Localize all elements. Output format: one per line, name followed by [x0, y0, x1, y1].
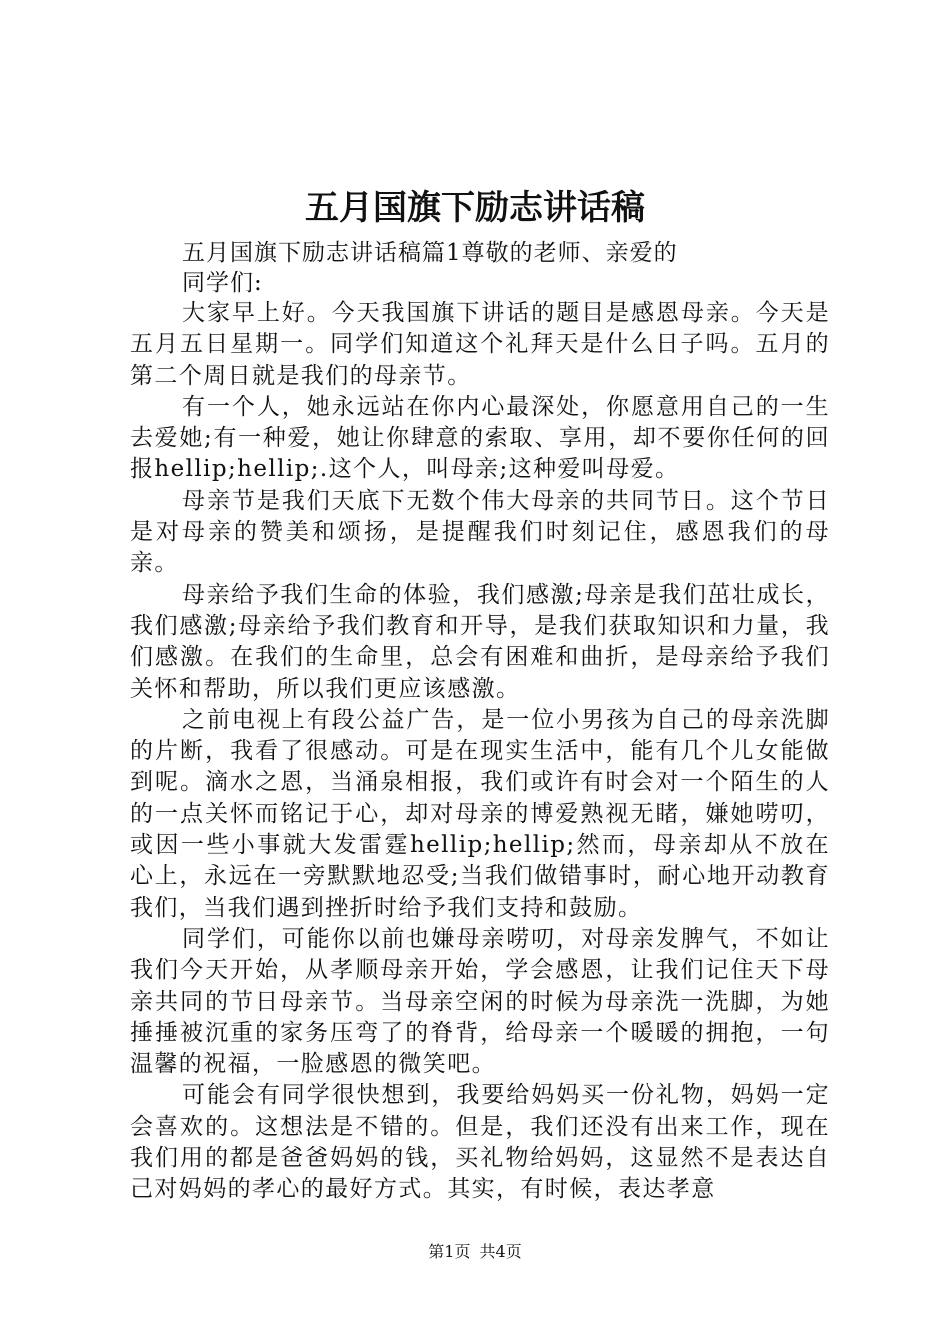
intro-line-1: 五月国旗下励志讲话稿篇1尊敬的老师、亲爱的 — [182, 240, 678, 266]
page-footer: 第1页 共4页 — [428, 1242, 522, 1261]
paragraph: 大家早上好。今天我国旗下讲话的题目是感恩母亲。今天是五月五日星期一。同学们知道这个礼拜天是什么日子吗。五月的第二个周日就是我们的母亲节。 — [130, 300, 830, 389]
paragraph: 可能会有同学很快想到，我要给妈妈买一份礼物，妈妈一定会喜欢的。这想法是不错的。但是，我们还没有出来工作，现在我们用的都是爸爸妈妈的钱，买礼物给妈妈，这显然不是表达自己对妈妈的孝心的最好方式。其实，有时候，表达孝意 — [130, 1082, 830, 1203]
paragraph: 母亲节是我们天底下无数个伟大母亲的共同节日。这个节日是对母亲的赞美和颂扬，是提醒我们时刻记住，感恩我们的母亲。 — [130, 487, 830, 577]
paragraph: 有一个人，她永远站在你内心最深处，你愿意用自己的一生去爱她;有一种爱，她让你肆意的索取、享用，却不要你任何的回报hellip;hellip;.这个人，叫母亲;这种爱叫母爱。 — [130, 393, 830, 483]
paragraph: 同学们，可能你以前也嫌母亲唠叨，对母亲发脾气，不如让我们今天开始，从孝顺母亲开始，学会感恩，让我们记住天下母亲共同的节日母亲节。当母亲空闲的时候为母亲洗一洗脚，为她捶捶被沉重的家务压弯了的脊背，给母亲一个暖暖的拥抱，一句温馨的祝福，一脸感恩的微笑吧。 — [130, 925, 830, 1078]
document-title: 五月国旗下励志讲话稿 — [305, 188, 645, 228]
paragraph-list — [130, 298, 830, 1206]
paragraph: 之前电视上有段公益广告，是一位小男孩为自己的母亲洗脚的片断，我看了很感动。可是在现实生活中，能有几个儿女能做到呢。滴水之恩，当涌泉相报，我们或许有时会对一个陌生的人的一点关怀而铭记于心，却对母亲的博爱熟视无睹，嫌她唠叨，或因一些小事就大发雷霆hellip;hellip;然而，母亲却从不放在心上，永远在一旁默默地忍受;当我们做错事时，耐心地开动教育我们，当我们遇到挫折时给予我们支持和鼓励。 — [130, 706, 830, 921]
paragraph: 母亲给予我们生命的体验，我们感激;母亲是我们茁壮成长，我们感激;母亲给予我们教育和开导，是我们获取知识和力量，我们感激。在我们的生命里，总会有困难和曲折，是母亲给予我们关怀和帮助，所以我们更应该感激。 — [130, 581, 830, 702]
document-body — [130, 238, 830, 1206]
intro-line-2: 同学们: — [182, 270, 263, 296]
